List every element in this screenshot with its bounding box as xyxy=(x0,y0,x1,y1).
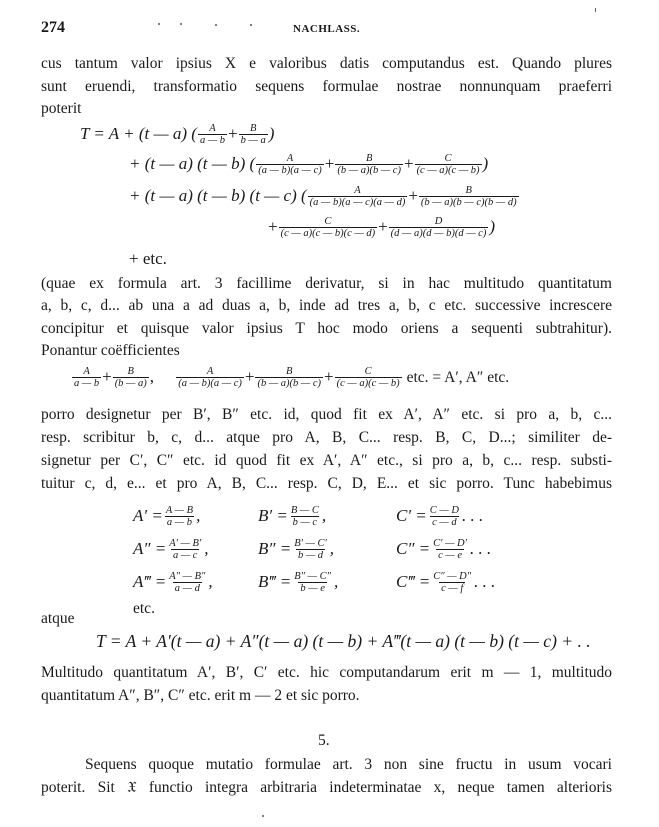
table-cell: A″ = $\frac{A' — B'}{a — c}$ , xyxy=(133,538,209,561)
fraction: $\frac{B}{(b — a)(b — c)}$ xyxy=(337,153,401,176)
table-cell: A′ = $\frac{A — B}{a — b}$ , xyxy=(133,505,201,528)
final-formula: T = A + A′(t — a) + A″(t — a) (t — b) + A‴(t — a) (t — b) (t — c) + . . xyxy=(96,631,591,651)
table-row xyxy=(133,533,533,566)
table-cell: C″ = $\frac{C' — D'}{c — e}$ . . . xyxy=(396,538,492,561)
fraction: $\frac{B}{b — a}$ xyxy=(240,123,266,146)
fraction: $\frac{A}{(a — b)(a — c)}$ xyxy=(258,153,322,176)
fraction: $\frac{B}{(b — a)}$ xyxy=(114,366,147,389)
text-line: tuitur c, d, e... et pro A, B, C... resp. C, D, E... et sic porro. Tunc habebimus xyxy=(41,475,612,492)
difference-table xyxy=(133,500,533,617)
text-line: cus tantum valor ipsius X e valoribus datis computandus est. Quando plures xyxy=(41,55,612,72)
coefficient-formula: $\frac{A}{a — b}$ + $\frac{B}{(b — a)}$ , $\frac{A}{(a — b)(a — c)}$ + $\frac{B}{(b — a)(b — c)}$ + $\frac{C}{(c — a)(c — b)}$ etc. = A′, A″ etc. xyxy=(74,366,510,389)
print-speck xyxy=(595,8,596,12)
text-line: Multitudo quantitatum A′, B′, C′ etc. hic computandarum erit m — 1, multitudo xyxy=(41,664,612,681)
text-line: signetur per C′, C″ etc. id quod fit ex A′, A″ etc., si pro a, b, c... resp. substi- xyxy=(41,452,612,469)
running-title: NACHLASS. xyxy=(293,23,361,35)
fraction: $\frac{A}{a — b}$ xyxy=(74,366,100,389)
table-cell: A‴ = $\frac{A'' — B''}{a — d}$ , xyxy=(133,571,213,594)
text-line: quantitatum A″, B″, C″ etc. erit m — 2 et sic porro. xyxy=(41,687,360,704)
formula-T-etc: + etc. xyxy=(129,249,167,268)
table-cell: C‴ = $\frac{C'' — D''}{c — f}$ . . . xyxy=(396,571,496,594)
print-speck xyxy=(215,24,217,26)
formula-T-row-4: + $\frac{C}{(c — a)(c — b)(c — d)}$ + $\frac{D}{(d — a)(d — b)(d — c)}$ ) xyxy=(268,216,495,239)
fraction: $\frac{C}{(c — a)(c — b)(c — d)}$ xyxy=(280,216,376,239)
table-cell: B″ = $\frac{B' — C'}{b — d}$ , xyxy=(258,538,335,561)
formula-T-row-1: T = A + (t — a) ( $\frac{A}{a — b}$ + $\frac{B}{b — a}$ ) xyxy=(80,123,275,146)
fraction: $\frac{D}{(d — a)(d — b)(d — c)}$ xyxy=(390,216,487,239)
formula-T-row-2: + (t — a) (t — b) ( $\frac{A}{(a — b)(a — c)}$ + $\frac{B}{(b — a)(b — c)}$ + $\frac{C}{(c — a)(c — b)}$ ) xyxy=(129,153,489,176)
text-line: poterit. Sit 𝔛 functio integra arbitraria indeterminatae x, neque tamen alterioris xyxy=(41,779,612,796)
text-line: resp. scribitur b, c, d... atque pro A, B, C... resp. B, C, D...; similiter de- xyxy=(41,429,612,446)
text-line: porro designetur per B′, B″ etc. id, quod fit ex A′, A″ etc. si pro a, b, c... xyxy=(41,406,612,423)
fraction: $\frac{C}{(c — a)(c — b)}$ xyxy=(416,153,480,176)
page-number: 274 xyxy=(41,19,65,36)
text-line: atque xyxy=(41,610,75,627)
table-cell: B‴ = $\frac{B'' — C''}{b — e}$ , xyxy=(258,571,339,594)
fraction: $\frac{C}{(c — a)(c — b)}$ xyxy=(336,366,400,389)
fraction: $\frac{B}{(b — a)(b — c)}$ xyxy=(257,366,322,389)
table-cell: B′ = $\frac{B — C}{b — c}$ , xyxy=(258,505,327,528)
fraction: $\frac{B}{(b — a)(b — c)(b — d)}$ xyxy=(420,185,517,208)
print-speck xyxy=(158,23,160,25)
print-speck xyxy=(250,24,252,26)
text-line: concipitur et quisque valor ipsius T hoc modo oriens a sequenti subtrahitur). xyxy=(41,320,612,337)
fraction: $\frac{A}{(a — b)(a — c)}$ xyxy=(178,366,242,389)
table-etc: etc. xyxy=(133,600,155,617)
text-line: poterit xyxy=(41,100,82,117)
text-line: Ponantur coëfficientes xyxy=(41,342,180,359)
print-speck xyxy=(262,815,264,817)
fraction: $\frac{A}{a — b}$ xyxy=(199,123,226,146)
table-cell: C′ = $\frac{C — D}{c — d}$ . . . xyxy=(396,505,484,528)
text-line: Sequens quoque mutatio formulae art. 3 non sine fructu in usum vocari xyxy=(85,756,612,773)
text-line: a, b, c, d... ab una a ad duas a, b, inde ad tres a, b, c etc. successive increscere xyxy=(41,297,612,314)
text-line: sunt eruendi, transformatio sequens formulae nostrae nonnunquam praeferri xyxy=(41,78,612,95)
fraction: $\frac{A}{(a — b)(a — c)(a — d)}$ xyxy=(309,185,406,208)
section-number: 5. xyxy=(318,732,330,749)
table-row xyxy=(133,500,533,533)
text-line: (quae ex formula art. 3 facillime derivatur, si in hac multitudo quantitatum xyxy=(41,275,612,292)
formula-T-row-3: + (t — a) (t — b) (t — c) ( $\frac{A}{(a — b)(a — c)(a — d)}$ + $\frac{B}{(b — a)(b — c)(b — d)}$ xyxy=(129,185,517,208)
table-row xyxy=(133,566,533,599)
print-speck xyxy=(180,23,182,25)
